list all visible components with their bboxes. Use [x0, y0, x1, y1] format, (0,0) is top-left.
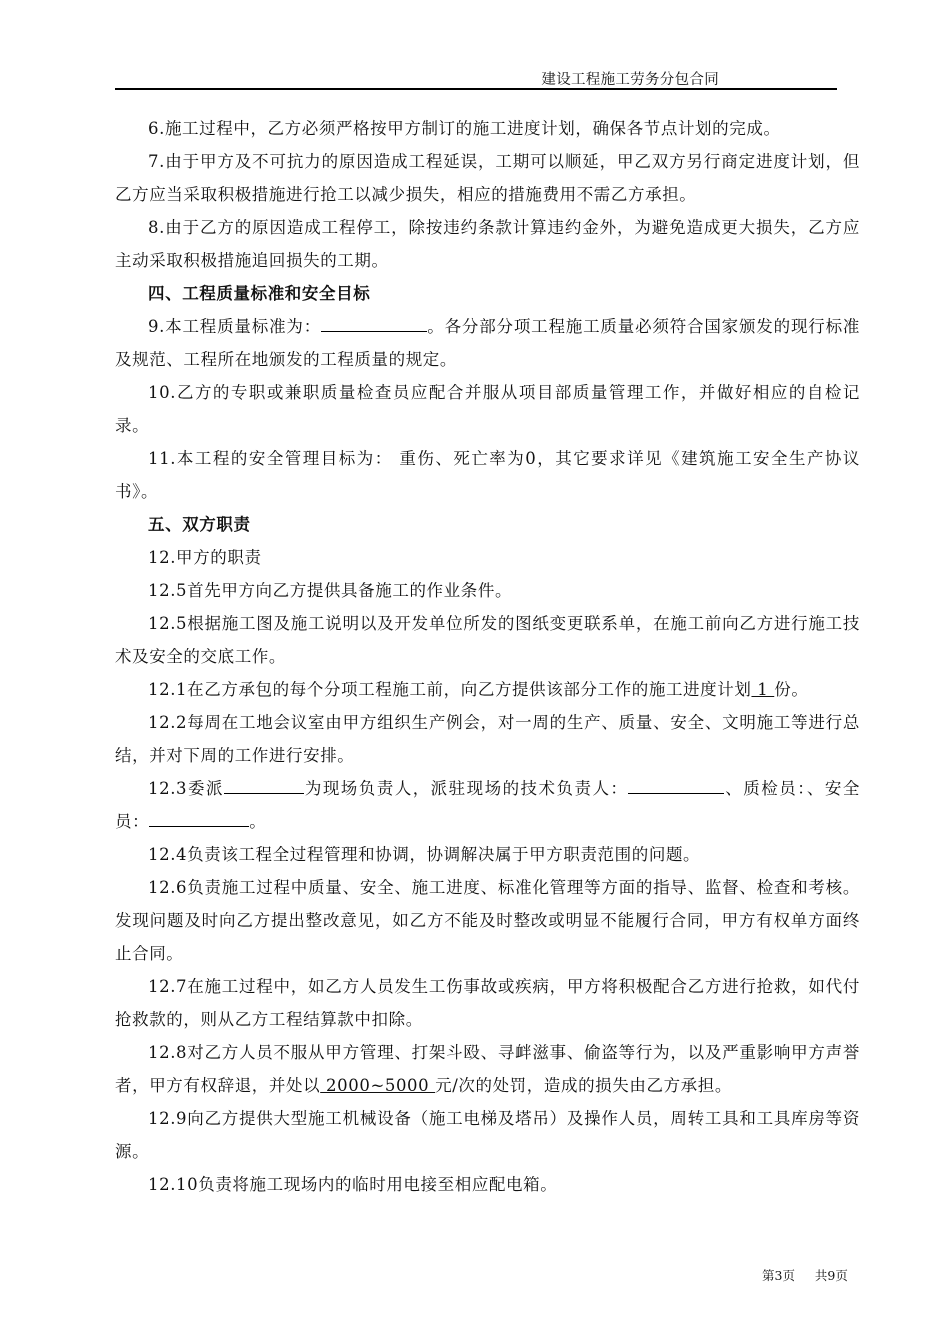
clause-12-7: 12.7在施工过程中，如乙方人员发生工伤事故或疾病，甲方将积极配合乙方进行抢救，如代付抢救款的，则从乙方工程结算款中扣除。	[115, 977, 860, 1029]
clause-12-3-text-d: 。	[249, 812, 267, 831]
clause-12-8-text-b: 元/次的处罚，造成的损失由乙方承担。	[435, 1076, 732, 1095]
clause-9-text-b: 。各分部分项工程施工质量必须符合国家颁发的现行标准及规范、工程所在地颁发的工程质量的规定。	[115, 317, 860, 369]
clause-12-3-text-b: 为现场负责人，派驻现场的技术负责人：	[303, 779, 629, 798]
clause-12-5a: 12.5首先甲方向乙方提供具备施工的作业条件。	[148, 581, 513, 600]
quality-standard-blank[interactable]	[321, 315, 427, 332]
clause-12-3-text-a: 12.3委派	[148, 779, 224, 798]
section-heading-4: 四、工程质量标准和安全目标	[148, 284, 371, 303]
clause-12-2: 12.2每周在工地会议室由甲方组织生产例会，对一周的生产、质量、安全、文明施工等进行总结，并对下周的工作进行安排。	[115, 713, 860, 765]
clause-12-5b: 12.5根据施工图及施工说明以及开发单位所发的图纸变更联系单，在施工前向乙方进行施工技术及安全的交底工作。	[115, 614, 860, 666]
section-heading-5: 五、双方职责	[148, 515, 251, 534]
clause-10: 10.乙方的专职或兼职质量检查员应配合并服从项目部质量管理工作，并做好相应的自检记录。	[115, 383, 860, 435]
clause-6: 6.施工过程中，乙方必须严格按甲方制订的施工进度计划，确保各节点计划的完成。	[148, 119, 781, 138]
clause-9	[115, 310, 860, 376]
site-manager-blank[interactable]	[224, 777, 304, 794]
clause-12: 12.甲方的职责	[148, 548, 262, 567]
clause-9-text-a: 9.本工程质量标准为：	[148, 317, 322, 336]
technical-lead-blank[interactable]	[628, 777, 724, 794]
document-title: 建设工程施工劳务分包合同	[541, 72, 719, 88]
clause-12-6: 12.6负责施工过程中质量、安全、施工进度、标准化管理等方面的指导、监督、检查和考核。发现问题及时向乙方提出整改意见，如乙方不能及时整改或明显不能履行合同，甲方有权单方面终止合同。	[115, 878, 860, 963]
clause-12-10: 12.10负责将施工现场内的临时用电接至相应配电箱。	[148, 1175, 558, 1194]
clause-12-4: 12.4负责该工程全过程管理和协调，协调解决属于甲方职责范围的问题。	[148, 845, 701, 864]
safety-officer-blank[interactable]	[149, 810, 249, 827]
clause-12-9: 12.9向乙方提供大型施工机械设备（施工电梯及塔吊）及操作人员，周转工具和工具库房等资源。	[115, 1109, 860, 1161]
schedule-copies-value: 1	[751, 680, 775, 699]
document-body	[115, 112, 860, 1201]
clause-12-1-text-b: 份。	[774, 680, 809, 699]
clause-12-1	[115, 673, 860, 706]
clause-8: 8.由于乙方的原因造成工程停工，除按违约条款计算违约金外，为避免造成更大损失，乙方应主动采取积极措施追回损失的工期。	[115, 218, 860, 270]
clause-7: 7.由于甲方及不可抗力的原因造成工程延误，工期可以顺延，甲乙双方另行商定进度计划，但乙方应当采取积极措施进行抢工以减少损失，相应的措施费用不需乙方承担。	[115, 152, 860, 204]
clause-12-3	[115, 772, 860, 838]
page-header	[115, 66, 837, 90]
page-total: 共9页	[814, 1268, 848, 1283]
clause-11: 11.本工程的安全管理目标为： 重伤、死亡率为0，其它要求详见《建筑施工安全生产协议书》。	[115, 449, 860, 501]
clause-12-1-text-a: 12.1在乙方承包的每个分项工程施工前，向乙方提供该部分工作的施工进度计划	[148, 680, 752, 699]
clause-12-8	[115, 1036, 860, 1102]
clause-12-8-text-a: 12.8对乙方人员不服从甲方管理、打架斗殴、寻衅滋事、偷盗等行为，以及严重影响甲方声誉者，甲方有权辞退，并处以	[115, 1043, 860, 1095]
clause-12-3-text-c: 、质检员：、安全员：	[115, 779, 860, 831]
penalty-amount-value: 2000~5000	[320, 1076, 436, 1095]
page-number: 第3页	[762, 1268, 795, 1283]
page-footer	[762, 1266, 850, 1284]
